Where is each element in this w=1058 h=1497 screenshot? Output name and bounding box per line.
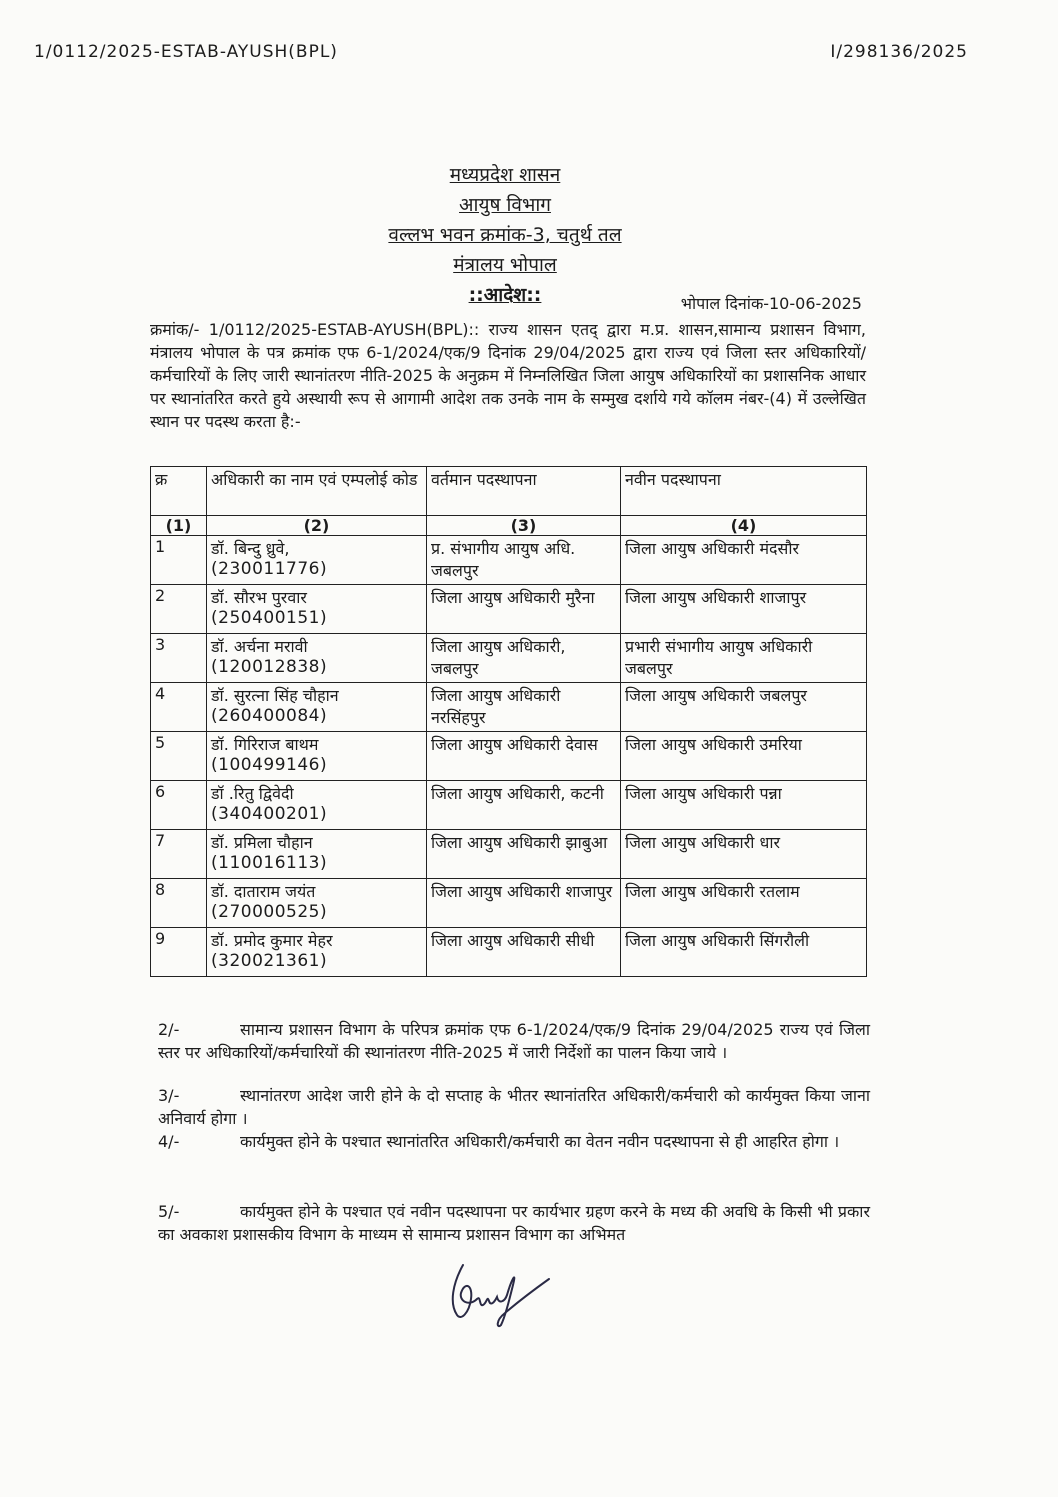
officer-name: डॉ. सौरभ पुरवार bbox=[211, 588, 307, 607]
officer-name: डॉ. बिन्दु ध्रुवे, bbox=[211, 539, 290, 558]
officer-name: डॉ. सुरत्ना सिंह चौहान bbox=[211, 686, 339, 705]
header-officer: अधिकारी का नाम एवं एम्पलोई कोड bbox=[207, 467, 427, 516]
cell-current-posting: जिला आयुष अधिकारी मुरैना bbox=[427, 585, 621, 634]
cell-serial: 1 bbox=[151, 536, 207, 585]
header-serial: क्र bbox=[151, 467, 207, 516]
cell-serial: 9 bbox=[151, 928, 207, 977]
order-paragraph bbox=[158, 1130, 870, 1153]
employee-code: (100499146) bbox=[211, 755, 328, 775]
cell-officer bbox=[207, 683, 427, 732]
cell-current-posting: प्र. संभागीय आयुष अधि. जबलपुर bbox=[427, 536, 621, 585]
cell-current-posting: जिला आयुष अधिकारी, जबलपुर bbox=[427, 634, 621, 683]
employee-code: (120012838) bbox=[211, 657, 328, 677]
letterhead-government: मध्यप्रदेश शासन bbox=[449, 164, 561, 186]
officer-name: डॉ. प्रमिला चौहान bbox=[211, 833, 313, 852]
cell-serial: 5 bbox=[151, 732, 207, 781]
table-row bbox=[151, 732, 867, 781]
table-column-number-row bbox=[151, 516, 867, 536]
file-reference-left: 1/0112/2025-ESTAB-AYUSH(BPL) bbox=[34, 42, 338, 62]
column-number: (4) bbox=[621, 516, 867, 536]
table-row bbox=[151, 634, 867, 683]
column-number: (1) bbox=[151, 516, 207, 536]
employee-code: (270000525) bbox=[211, 902, 328, 922]
table-row bbox=[151, 585, 867, 634]
table-row bbox=[151, 536, 867, 585]
employee-code: (110016113) bbox=[211, 853, 328, 873]
order-paragraph bbox=[158, 1200, 870, 1246]
cell-serial: 6 bbox=[151, 781, 207, 830]
column-number: (2) bbox=[207, 516, 427, 536]
cell-current-posting: जिला आयुष अधिकारी शाजापुर bbox=[427, 879, 621, 928]
cell-current-posting: जिला आयुष अधिकारी, कटनी bbox=[427, 781, 621, 830]
cell-officer bbox=[207, 634, 427, 683]
cell-serial: 7 bbox=[151, 830, 207, 879]
cell-serial: 2 bbox=[151, 585, 207, 634]
header-current-posting: वर्तमान पदस्थापना bbox=[427, 467, 621, 516]
cell-new-posting: जिला आयुष अधिकारी मंदसौर bbox=[621, 536, 867, 585]
letterhead-city: मंत्रालय भोपाल bbox=[453, 254, 557, 276]
table-header-row bbox=[151, 467, 867, 516]
paragraph-text: कार्यमुक्त होने के पश्चात स्थानांतरित अधिकारी/कर्मचारी का वेतन नवीन पदस्थापना से ही आहरित होगा । bbox=[240, 1132, 840, 1151]
paragraph-text: कार्यमुक्त होने के पश्चात एवं नवीन पदस्थापना पर कार्यभार ग्रहण करने के मध्य की अवधि के किसी भी प्रकार का अवकाश प्रशासकीय विभाग के माध्यम से सामान्य प्रशासन विभाग का अभिमत bbox=[158, 1202, 870, 1244]
employee-code: (230011776) bbox=[211, 559, 328, 579]
cell-officer bbox=[207, 781, 427, 830]
cell-serial: 3 bbox=[151, 634, 207, 683]
letterhead-address: वल्लभ भवन क्रमांक-3, चतुर्थ तल bbox=[388, 224, 622, 246]
officer-name: डॉ. गिरिराज बाथम bbox=[211, 735, 319, 754]
cell-officer bbox=[207, 536, 427, 585]
cell-serial: 4 bbox=[151, 683, 207, 732]
employee-code: (260400084) bbox=[211, 706, 328, 726]
cell-officer bbox=[207, 585, 427, 634]
officer-name: डॉ .रितु द्विवेदी bbox=[211, 784, 294, 803]
cell-current-posting: जिला आयुष अधिकारी सीधी bbox=[427, 928, 621, 977]
paragraph-text: सामान्य प्रशासन विभाग के परिपत्र क्रमांक एफ 6-1/2024/एक/9 दिनांक 29/04/2025 राज्य एवं जिला स्तर पर अधिकारियों/कर्मचारियों की स्थानांतरण नीति-2025 में जारी निर्देशों का पालन किया जाये । bbox=[158, 1020, 870, 1062]
table-body bbox=[151, 536, 867, 977]
paragraph-number: 4/- bbox=[158, 1132, 180, 1151]
cell-new-posting: जिला आयुष अधिकारी शाजापुर bbox=[621, 585, 867, 634]
cell-new-posting: जिला आयुष अधिकारी सिंगरौली bbox=[621, 928, 867, 977]
table-row bbox=[151, 830, 867, 879]
letterhead-department: आयुष विभाग bbox=[459, 194, 551, 216]
order-heading: ::आदेश:: bbox=[468, 284, 542, 306]
officer-name: डॉ. अर्चना मरावी bbox=[211, 637, 308, 656]
cell-current-posting: जिला आयुष अधिकारी झाबुआ bbox=[427, 830, 621, 879]
file-reference-right: I/298136/2025 bbox=[830, 42, 968, 62]
officer-name: डॉ. प्रमोद कुमार मेहर bbox=[211, 931, 333, 950]
cell-officer bbox=[207, 879, 427, 928]
cell-new-posting: जिला आयुष अधिकारी धार bbox=[621, 830, 867, 879]
order-date: भोपाल दिनांक-10-06-2025 bbox=[680, 294, 862, 313]
table-row bbox=[151, 928, 867, 977]
officer-name: डॉ. दाताराम जयंत bbox=[211, 882, 316, 901]
order-paragraph bbox=[158, 1084, 870, 1130]
column-number: (3) bbox=[427, 516, 621, 536]
cell-new-posting: जिला आयुष अधिकारी पन्ना bbox=[621, 781, 867, 830]
cell-new-posting: जिला आयुष अधिकारी उमरिया bbox=[621, 732, 867, 781]
intro-paragraph: क्रमांक/- 1/0112/2025-ESTAB-AYUSH(BPL):: राज्य शासन एतद् द्वारा म.प्र. शासन,सामान्य प्रशासन विभाग, मंत्रालय भोपाल के पत्र क्रमांक एफ 6-1/2024/एक/9 दिनांक 29/04/2025 द्वारा राज्य एवं जिला स्तर अधिकारियों/कर्मचारियों के लिए जारी स्थानांतरण नीति-2025 के अनुक्रम में निम्नलिखित जिला आयुष अधिकारियों का प्रशासनिक आधार पर स्थानांतरित करते हुये अस्थायी रूप से आगामी आदेश तक उनके नाम के सम्मुख दर्शाये गये कॉलम नंबर-(4) में उल्लेखित स्थान पर पदस्थ करता है:- bbox=[150, 320, 866, 431]
table-row bbox=[151, 879, 867, 928]
employee-code: (340400201) bbox=[211, 804, 328, 824]
cell-officer bbox=[207, 830, 427, 879]
cell-serial: 8 bbox=[151, 879, 207, 928]
table-row bbox=[151, 781, 867, 830]
header-new-posting: नवीन पदस्थापना bbox=[621, 467, 867, 516]
employee-code: (320021361) bbox=[211, 951, 328, 971]
paragraph-text: स्थानांतरण आदेश जारी होने के दो सप्ताह के भीतर स्थानांतरित अधिकारी/कर्मचारी को कार्यमुक्त किया जाना अनिवार्य होगा । bbox=[158, 1086, 870, 1128]
letterhead bbox=[0, 160, 1010, 310]
cell-officer bbox=[207, 732, 427, 781]
cell-new-posting: प्रभारी संभागीय आयुष अधिकारी जबलपुर bbox=[621, 634, 867, 683]
cell-officer bbox=[207, 928, 427, 977]
order-paragraph bbox=[158, 1018, 870, 1064]
paragraph-number: 3/- bbox=[158, 1086, 180, 1105]
transfer-table bbox=[150, 466, 867, 977]
paragraph-number: 2/- bbox=[158, 1020, 180, 1039]
cell-new-posting: जिला आयुष अधिकारी जबलपुर bbox=[621, 683, 867, 732]
cell-current-posting: जिला आयुष अधिकारी देवास bbox=[427, 732, 621, 781]
table-row bbox=[151, 683, 867, 732]
employee-code: (250400151) bbox=[211, 608, 328, 628]
paragraph-number: 5/- bbox=[158, 1202, 180, 1221]
cell-current-posting: जिला आयुष अधिकारी नरसिंहपुर bbox=[427, 683, 621, 732]
cell-new-posting: जिला आयुष अधिकारी रतलाम bbox=[621, 879, 867, 928]
signature-image bbox=[435, 1255, 555, 1330]
